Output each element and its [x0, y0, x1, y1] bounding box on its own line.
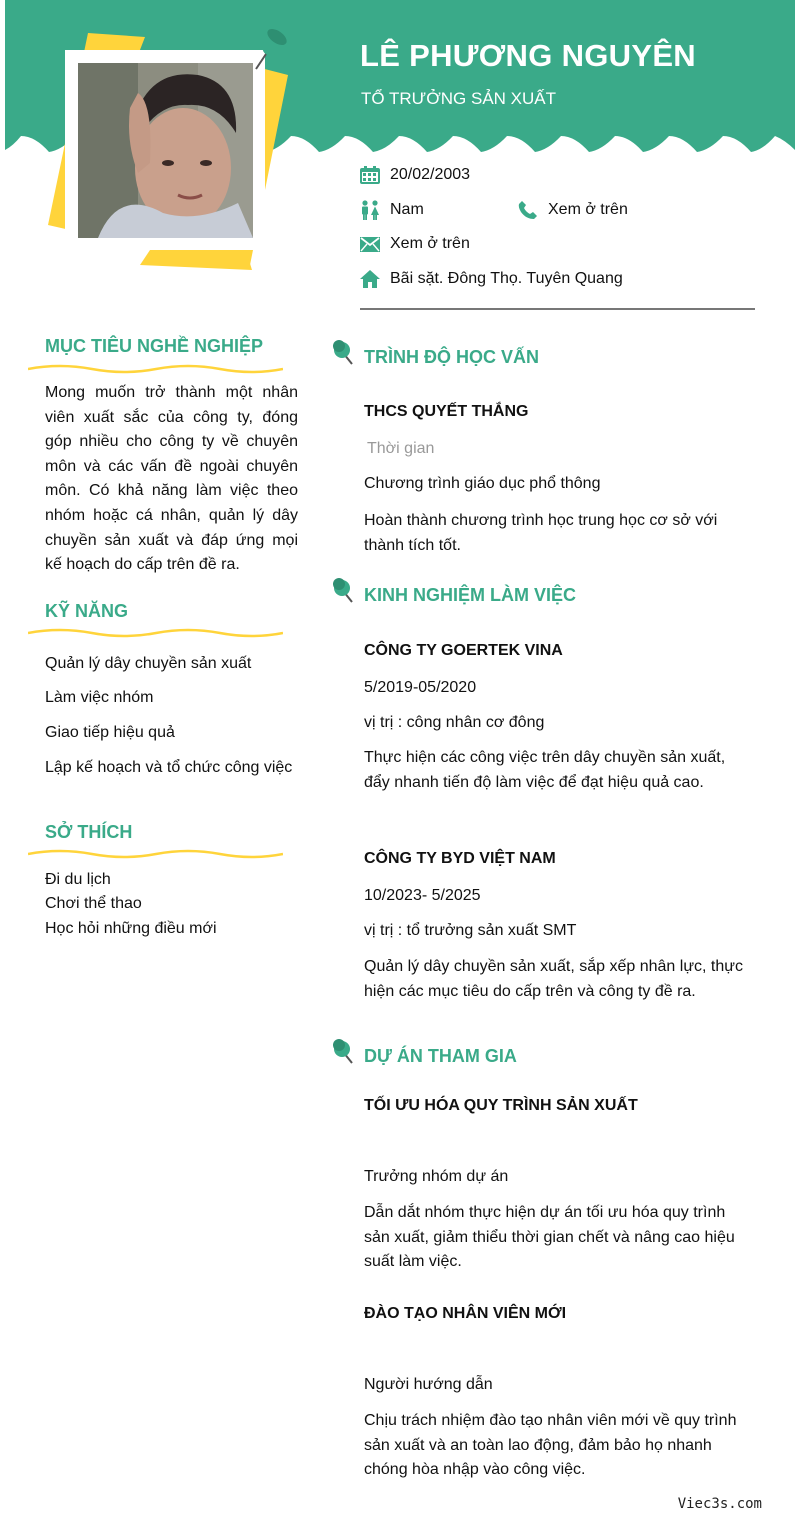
hobbies-heading: SỞ THÍCH — [45, 822, 133, 842]
project-description: Chịu trách nhiệm đào tạo nhân viên mới về quy trình sản xuất và an toàn lao động, đảm bảo họ nhanh chóng hòa nhập vào công việc. — [364, 1412, 737, 1479]
skill-item: Giao tiếp hiệu quả — [45, 724, 175, 741]
birthdate: 20/02/2003 — [390, 166, 471, 183]
project-description: Dẫn dắt nhóm thực hiện dự án tối ưu hóa quy trình sản xuất, giảm thiểu thời gian chết và nâng cao hiệu suất làm việc. — [364, 1204, 735, 1271]
address: Bãi sặt. Đông Thọ. Tuyên Quang — [390, 270, 623, 287]
email-row — [360, 235, 470, 253]
job-position: vị trị : công nhân cơ đông — [364, 714, 545, 731]
project-role: Trưởng nhóm dự án — [364, 1168, 509, 1185]
phone-icon — [518, 200, 538, 220]
watermark: Viec3s.com — [677, 1496, 762, 1512]
job-company: CÔNG TY BYD VIỆT NAM — [364, 850, 556, 867]
hobby-item: Đi du lịch — [45, 871, 111, 888]
email-icon — [360, 237, 380, 252]
pushpin-icon — [330, 338, 356, 366]
gender: Nam — [390, 201, 424, 218]
job-company: CÔNG TY GOERTEK VINA — [364, 642, 563, 659]
birthdate-row — [360, 166, 470, 184]
skills-heading: KỸ NĂNG — [45, 601, 129, 621]
project-name: TỐI ƯU HÓA QUY TRÌNH SẢN XUẤT — [364, 1097, 638, 1114]
objective-text: Mong muốn trở thành một nhân viên xuất sắc của công ty, đóng góp nhiều cho công ty về chuyên môn và các vấn đề ngoài chuyên môn. Có khả năng làm việc theo nhóm hoặc cá nhân, quản lý dây chuyền sản xuất và đáp ứng mọi kế hoạch do cấp trên đề ra. — [45, 384, 298, 574]
job-title: TỔ TRƯỞNG SẢN XUẤT — [361, 89, 557, 108]
job-position: vị trị : tổ trưởng sản xuất SMT — [364, 922, 577, 939]
calendar-icon — [360, 166, 380, 184]
pushpin-icon — [330, 1037, 356, 1065]
header-divider — [360, 308, 755, 310]
experience-heading: KINH NGHIỆM LÀM VIỆC — [364, 585, 577, 605]
education-heading: TRÌNH ĐỘ HỌC VẤN — [364, 347, 539, 367]
email: Xem ở trên — [390, 235, 470, 252]
avatar — [78, 63, 253, 238]
project-role: Người hướng dẫn — [364, 1376, 493, 1393]
objective-underline — [28, 362, 283, 374]
projects-heading: DỰ ÁN THAM GIA — [364, 1046, 517, 1066]
project-name: ĐÀO TẠO NHÂN VIÊN MỚI — [364, 1305, 567, 1322]
education-description: Hoàn thành chương trình học trung học cơ sở với thành tích tốt. — [364, 512, 718, 554]
job-description: Thực hiện các công việc trên dây chuyền sản xuất, đẩy nhanh tiến độ làm việc để đạt hiệu quả cao. — [364, 749, 726, 791]
job-period: 5/2019-05/2020 — [364, 679, 477, 696]
phone-row — [518, 200, 628, 220]
skill-item: Làm việc nhóm — [45, 689, 154, 706]
hobbies-underline — [28, 847, 283, 859]
objective-heading: MỤC TIÊU NGHỀ NGHIỆP — [45, 336, 264, 356]
education-program: Chương trình giáo dục phổ thông — [364, 475, 601, 492]
phone: Xem ở trên — [548, 201, 628, 218]
education-time: Thời gian — [367, 440, 435, 457]
address-row — [360, 270, 623, 288]
job-period: 10/2023- 5/2025 — [364, 887, 481, 904]
skills-underline — [28, 626, 283, 638]
hobby-item: Chơi thể thao — [45, 895, 142, 912]
job-description: Quản lý dây chuyền sản xuất, sắp xếp nhân lực, thực hiện các mục tiêu do cấp trên và công ty đề ra. — [364, 958, 743, 1000]
hobby-item: Học hỏi những điều mới — [45, 920, 217, 937]
pushpin-icon — [330, 576, 356, 604]
school-name: THCS QUYẾT THẮNG — [364, 403, 529, 420]
home-icon — [360, 270, 380, 288]
gender-icon — [360, 200, 380, 220]
skill-item: Lập kế hoạch và tổ chức công việc — [45, 759, 293, 776]
pushpin-icon — [250, 25, 290, 73]
gender-row — [360, 200, 424, 220]
skill-item: Quản lý dây chuyền sản xuất — [45, 655, 252, 672]
candidate-name: LÊ PHƯƠNG NGUYÊN — [360, 38, 696, 73]
